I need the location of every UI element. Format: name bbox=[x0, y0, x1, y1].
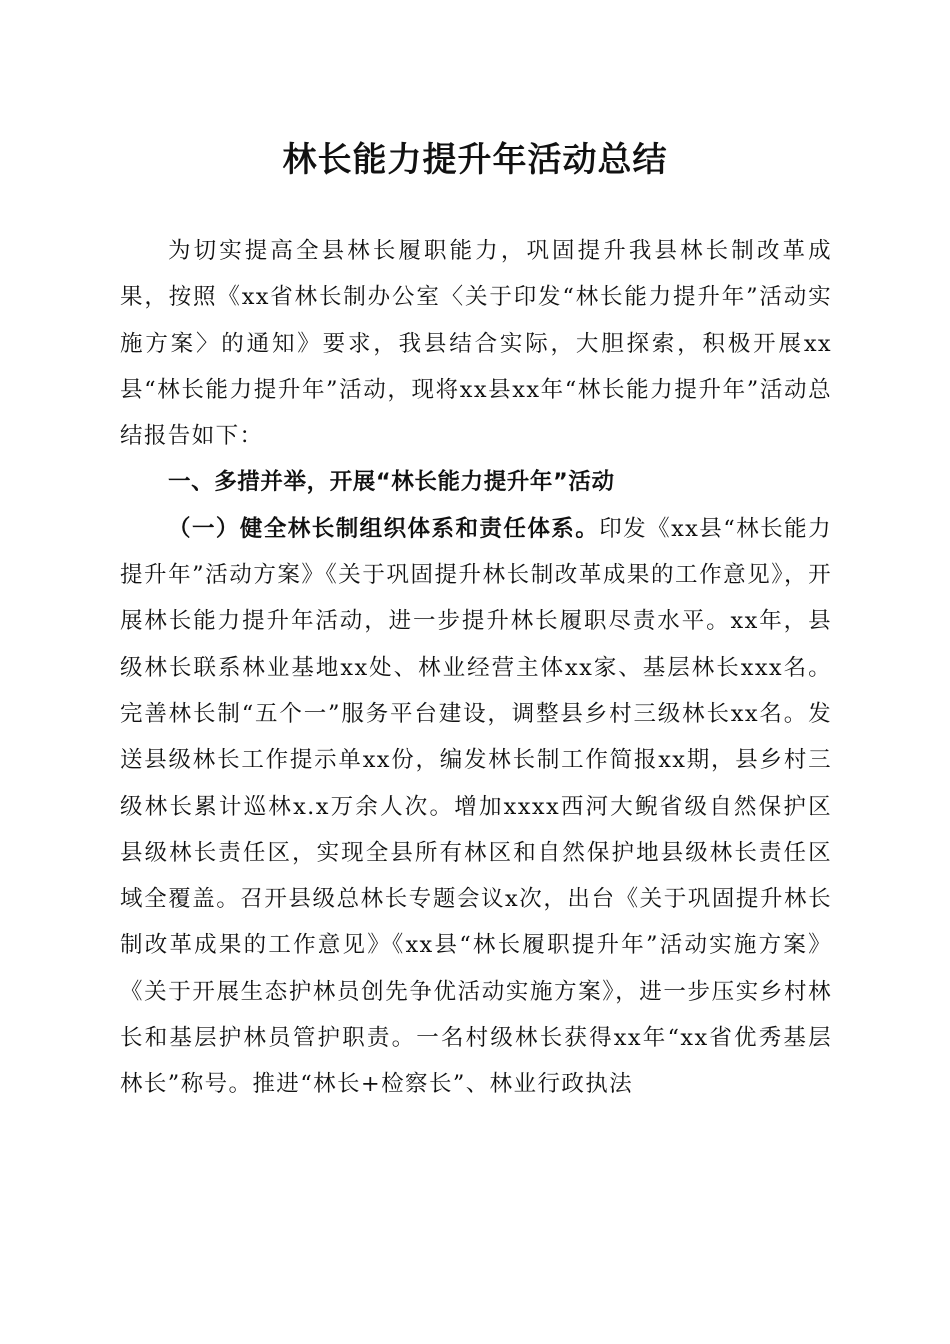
subsection-text: 印发《xx县“林长能力提升年”活动方案》《关于巩固提升林长制改革成果的工作意见》，开展林长能力提升年活动，进一步提升林长履职尽责水平。xx年，县级林长联系林业基地xx处、林业经营主体xx家、基层林长xxx名。完善林长制“五个一”服务平台建设，调整县乡村三级林长xx名。发送县级林长工作提示单xx份，编发林长制工作简报xx期，县乡村三级林长累计巡林x.x万余人次。增加xxxx西河大鲵省级自然保护区县级林长责任区，实现全县所有林区和自然保护地县级林长责任区域全覆盖。召开县级总林长专题会议x次，出台《关于巩固提升林长制改革成果的工作意见》《xx县“林长履职提升年”活动实施方案》《关于开展生态护林员创先争优活动实施方案》，进一步压实乡村林长和基层护林员管护职责。一名村级林长获得xx年“xx省优秀基层林长”称号。推进“林长+检察长”、林业行政执法 bbox=[120, 515, 832, 1098]
document-body bbox=[120, 228, 832, 1108]
section-heading: 一、多措并举，开展“林长能力提升年”活动 bbox=[168, 469, 615, 496]
subsection-heading: （一）健全林长制组织体系和责任体系。 bbox=[168, 515, 600, 542]
subsection-paragraph bbox=[120, 506, 832, 1108]
document-title: 林长能力提升年活动总结 bbox=[282, 140, 668, 180]
intro-paragraph: 为切实提高全县林长履职能力，巩固提升我县林长制改革成果，按照《xx省林长制办公室〈关于印发“林长能力提升年”活动实施方案〉的通知》要求，我县结合实际，大胆探索，积极开展xx县“林长能力提升年”活动，现将xx县xx年“林长能力提升年”活动总结报告如下： bbox=[120, 238, 832, 450]
